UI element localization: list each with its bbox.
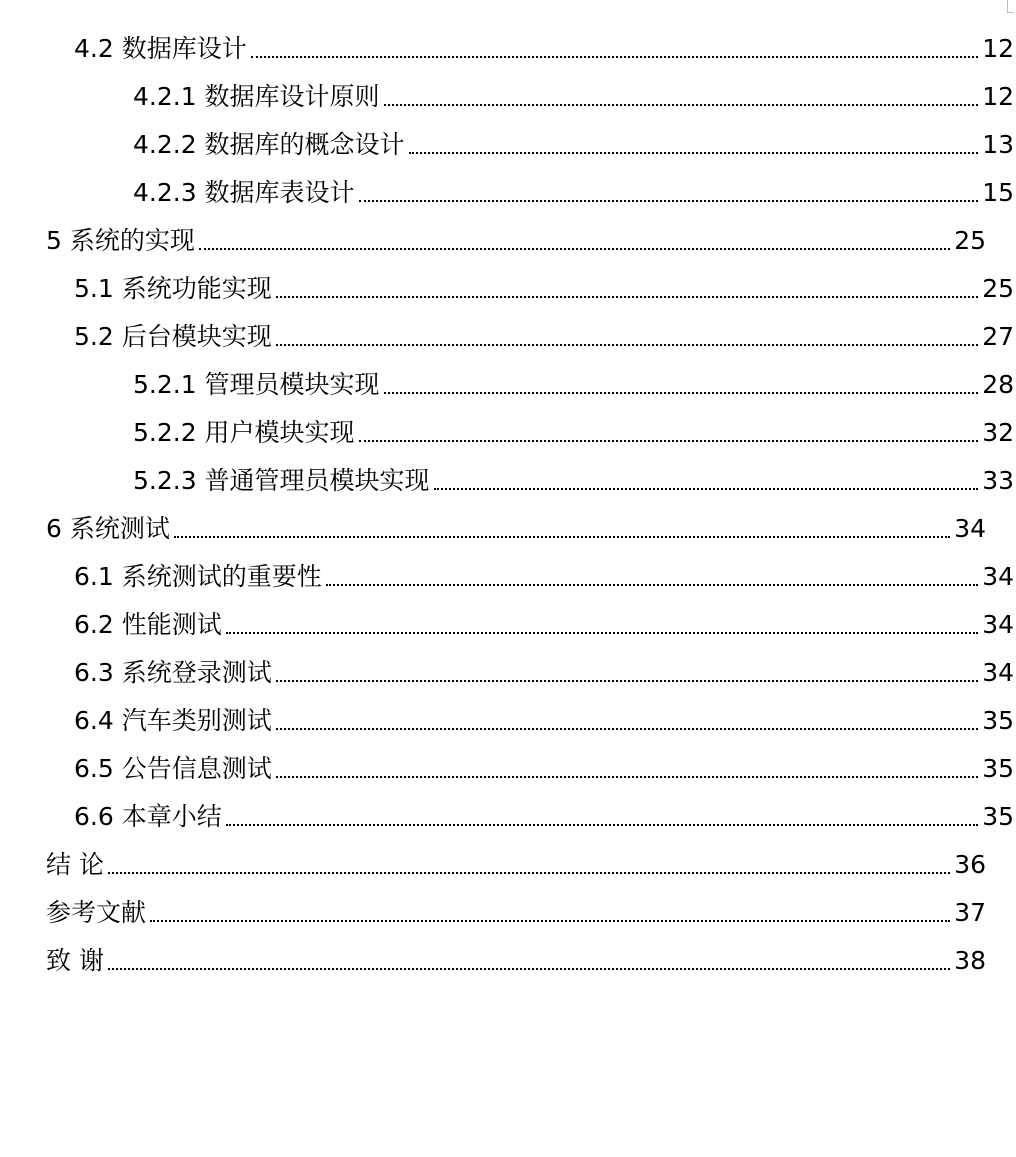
toc-entry-label: 6 系统测试 — [46, 514, 170, 543]
toc-entry-label: 5.2.1 管理员模块实现 — [133, 370, 380, 399]
toc-entry-label: 6.4 汽车类别测试 — [74, 706, 272, 735]
toc-dot-leader — [384, 104, 979, 106]
toc-dot-leader — [409, 152, 979, 154]
toc-dot-leader — [326, 584, 978, 586]
toc-entry-page: 13 — [982, 130, 1014, 159]
toc-dot-leader — [434, 488, 979, 490]
toc-entry[interactable] — [74, 258, 1014, 306]
toc-entry-page: 34 — [954, 514, 986, 543]
toc-dot-leader — [276, 776, 978, 778]
table-of-contents — [0, 18, 1016, 978]
toc-entry-page: 15 — [982, 178, 1014, 207]
toc-dot-leader — [276, 680, 978, 682]
toc-entry-page: 25 — [982, 274, 1014, 303]
toc-entry[interactable] — [46, 930, 986, 978]
toc-entry[interactable] — [46, 882, 986, 930]
page-corner-mark — [1007, 0, 1014, 13]
toc-entry[interactable] — [133, 450, 1014, 498]
toc-entry[interactable] — [46, 210, 986, 258]
toc-entry-label: 4.2.3 数据库表设计 — [133, 178, 355, 207]
toc-dot-leader — [359, 200, 979, 202]
toc-entry[interactable] — [74, 546, 1014, 594]
toc-entry-page: 25 — [954, 226, 986, 255]
toc-entry[interactable] — [74, 594, 1014, 642]
toc-entry-label: 4.2.2 数据库的概念设计 — [133, 130, 405, 159]
toc-entry-page: 27 — [982, 322, 1014, 351]
toc-entry[interactable] — [133, 402, 1014, 450]
toc-dot-leader — [359, 440, 979, 442]
toc-dot-leader — [276, 344, 978, 346]
toc-dot-leader — [226, 632, 978, 634]
toc-entry-page: 12 — [982, 34, 1014, 63]
toc-entry[interactable] — [74, 642, 1014, 690]
toc-entry-page: 12 — [982, 82, 1014, 111]
toc-entry-page: 38 — [954, 946, 986, 975]
toc-entry[interactable] — [74, 306, 1014, 354]
toc-dot-leader — [251, 56, 978, 58]
toc-entry-page: 35 — [982, 706, 1014, 735]
toc-entry-label: 6.3 系统登录测试 — [74, 658, 272, 687]
toc-dot-leader — [276, 296, 978, 298]
toc-entry-page: 28 — [982, 370, 1014, 399]
toc-entry-page: 34 — [982, 658, 1014, 687]
toc-entry-page: 36 — [954, 850, 986, 879]
toc-entry-page: 37 — [954, 898, 986, 927]
toc-entry-page: 32 — [982, 418, 1014, 447]
toc-entry-page: 35 — [982, 754, 1014, 783]
toc-entry-page: 34 — [982, 562, 1014, 591]
toc-dot-leader — [108, 872, 950, 874]
toc-dot-leader — [199, 248, 950, 250]
toc-entry-page: 34 — [982, 610, 1014, 639]
toc-entry[interactable] — [133, 354, 1014, 402]
toc-dot-leader — [384, 392, 979, 394]
toc-entry-page: 33 — [982, 466, 1014, 495]
toc-entry[interactable] — [74, 738, 1014, 786]
toc-entry-label: 4.2 数据库设计 — [74, 34, 247, 63]
toc-entry[interactable] — [46, 498, 986, 546]
toc-entry-label: 参考文献 — [46, 898, 147, 927]
toc-entry[interactable] — [74, 786, 1014, 834]
toc-entry[interactable] — [74, 690, 1014, 738]
toc-entry-label: 致 谢 — [46, 946, 104, 975]
toc-entry-label: 5.2 后台模块实现 — [74, 322, 272, 351]
toc-entry[interactable] — [133, 66, 1014, 114]
toc-entry-label: 4.2.1 数据库设计原则 — [133, 82, 380, 111]
toc-entry-label: 5.1 系统功能实现 — [74, 274, 272, 303]
toc-entry-label: 6.1 系统测试的重要性 — [74, 562, 322, 591]
toc-entry-label: 5.2.2 用户模块实现 — [133, 418, 355, 447]
toc-dot-leader — [276, 728, 978, 730]
toc-entry-label: 6.6 本章小结 — [74, 802, 222, 831]
toc-dot-leader — [174, 536, 950, 538]
toc-dot-leader — [226, 824, 978, 826]
toc-dot-leader — [150, 920, 950, 922]
toc-entry-label: 6.5 公告信息测试 — [74, 754, 272, 783]
toc-entry[interactable] — [46, 834, 986, 882]
toc-entry[interactable] — [133, 114, 1014, 162]
toc-entry-label: 5.2.3 普通管理员模块实现 — [133, 466, 430, 495]
toc-dot-leader — [108, 968, 950, 970]
toc-entry-page: 35 — [982, 802, 1014, 831]
toc-entry-label: 结 论 — [46, 850, 104, 879]
toc-entry-label: 5 系统的实现 — [46, 226, 195, 255]
toc-entry-label: 6.2 性能测试 — [74, 610, 222, 639]
toc-entry[interactable] — [133, 162, 1014, 210]
toc-entry[interactable] — [74, 18, 1014, 66]
